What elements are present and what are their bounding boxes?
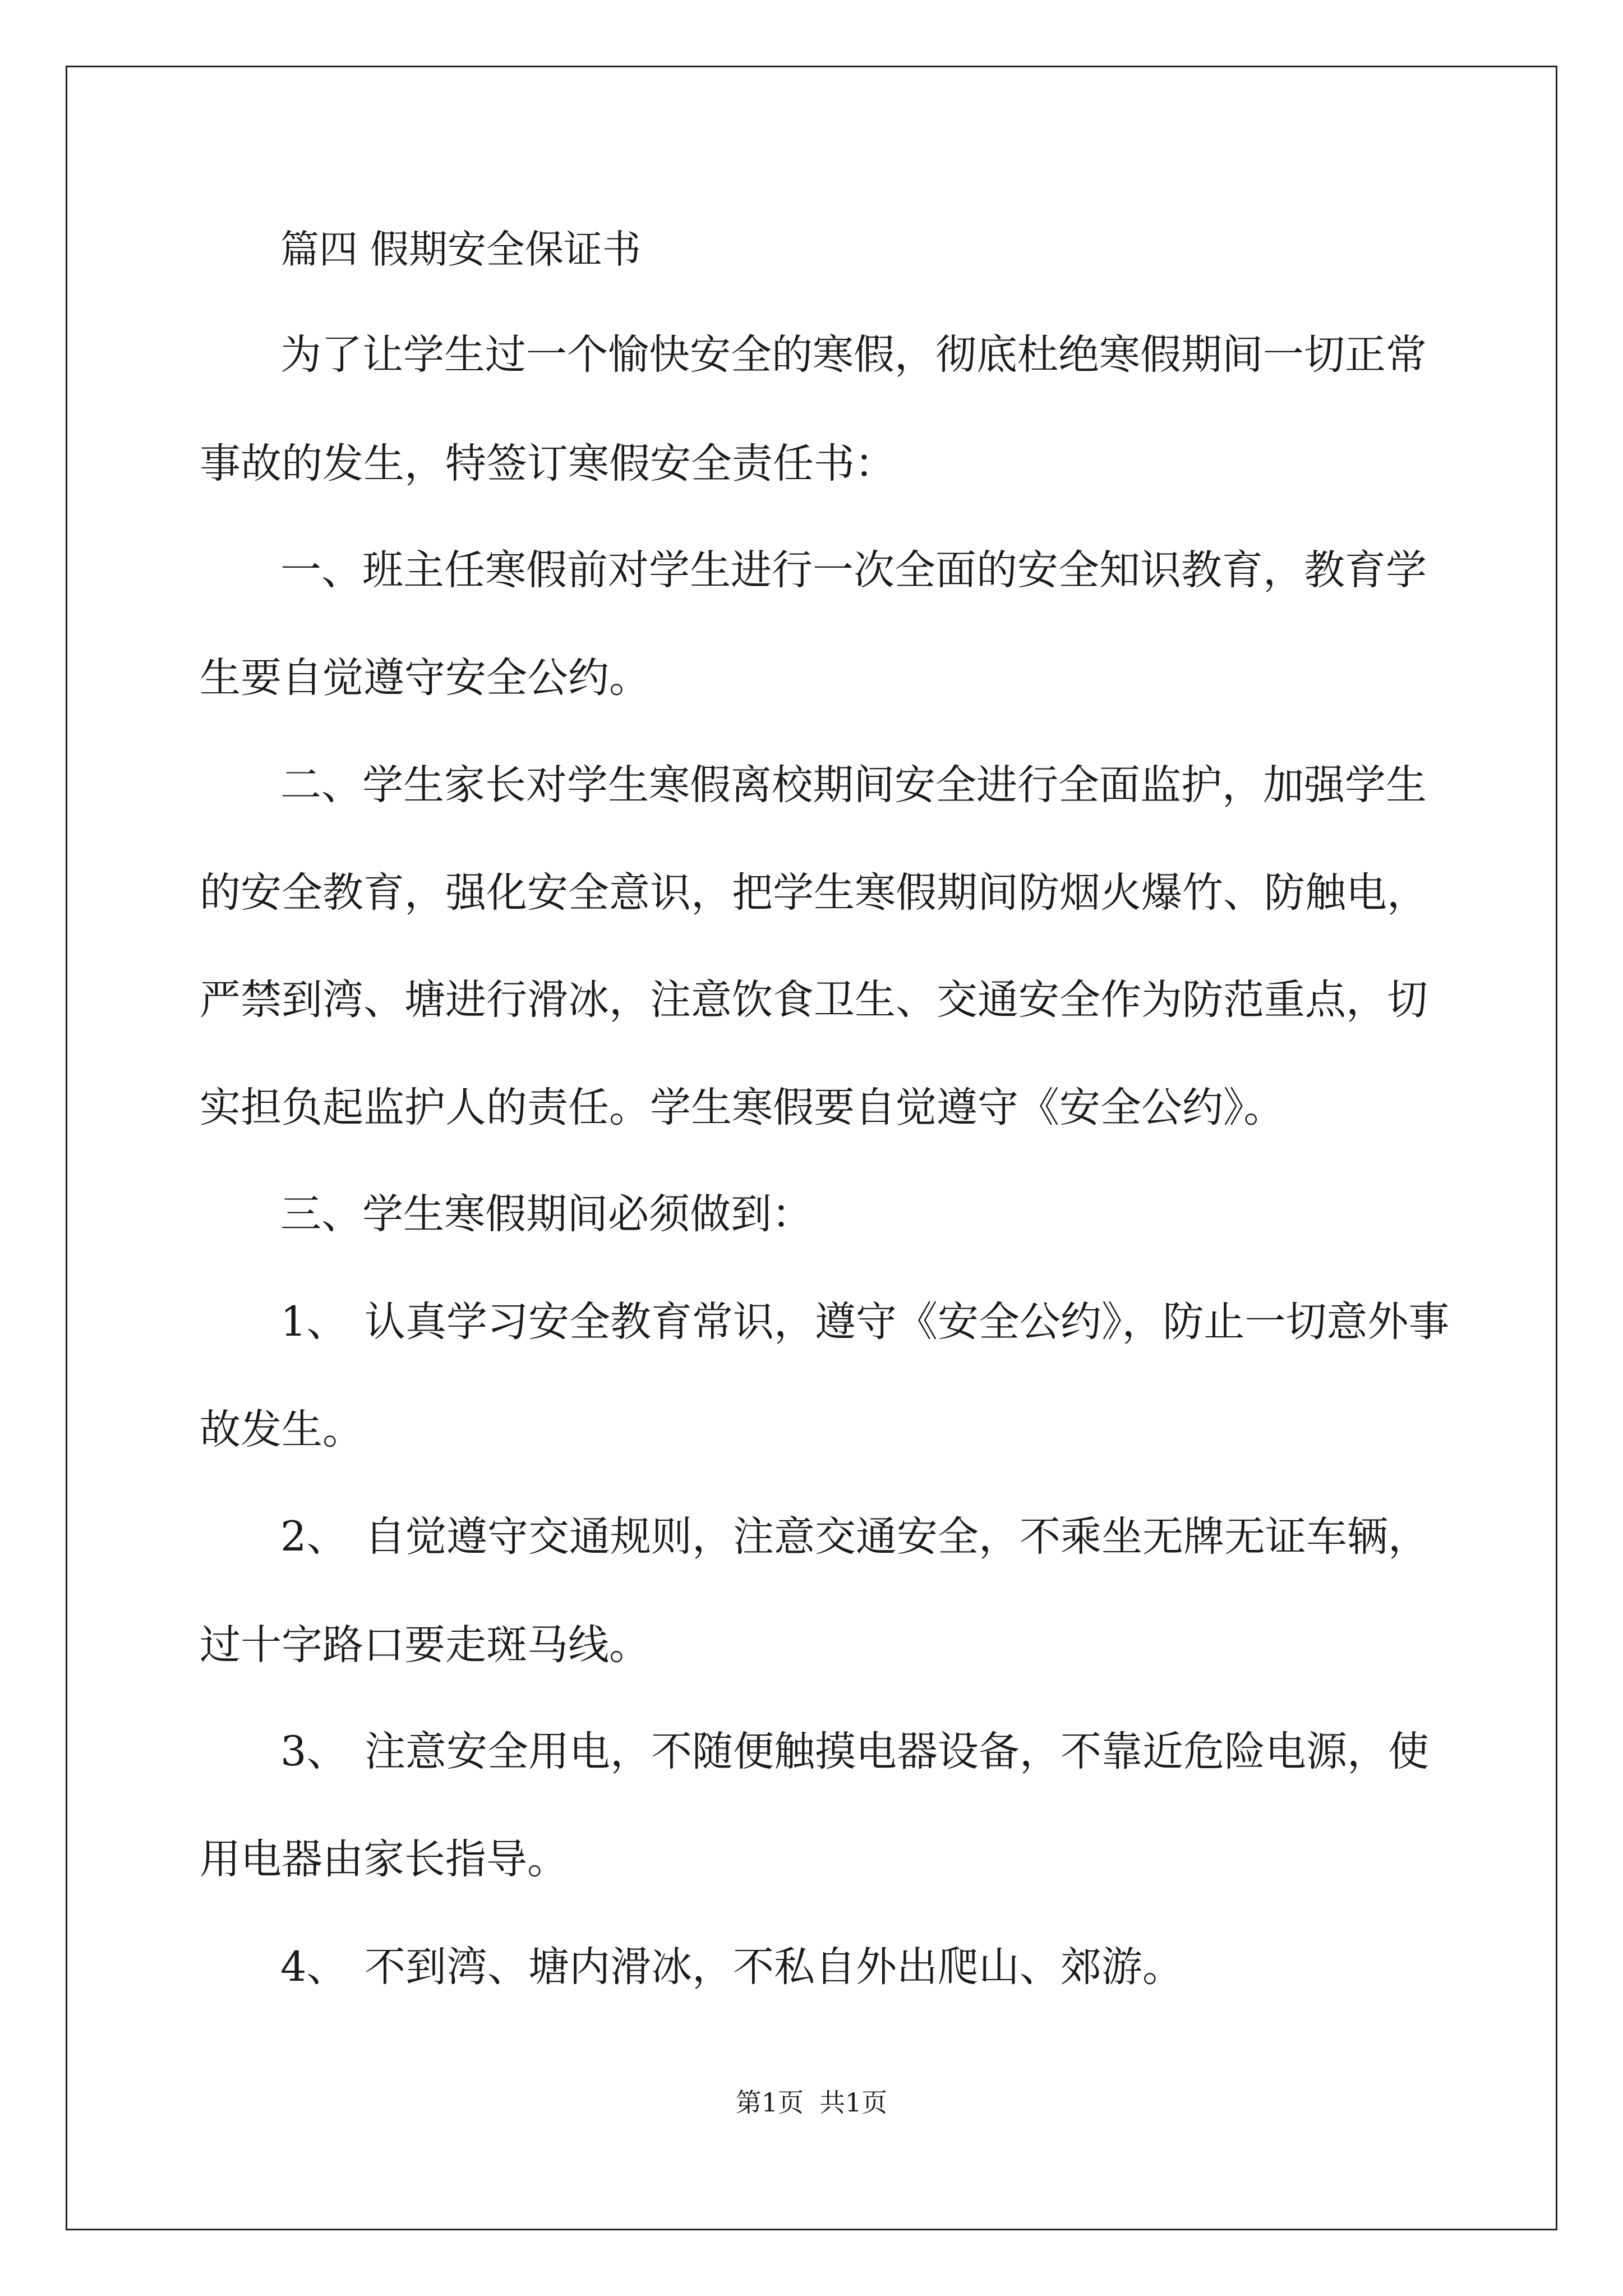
page-total: 共1页 [819,2087,888,2118]
item-1-text: 认真学习安全教育常识，遵守《安全公约》，防止一切意外事 [365,1298,1450,1346]
item-4-number: 4、 [280,1943,348,1991]
item-2-line-1 [280,1512,1429,1562]
section2-line-1: 二、学生家长对学生寒假离校期间安全进行全面监护，加强学生 [280,761,1427,809]
item-2-number: 2、 [280,1513,348,1561]
item-1-number: 1、 [280,1298,348,1346]
section3-heading: 三、学生寒假期间必须做到： [280,1190,813,1238]
item-2-line-2: 过十字路口要走斑马线。 [200,1621,650,1669]
intro-line-2: 事故的发生，特签订寒假安全责任书： [200,440,896,487]
item-1-line-2: 故发生。 [200,1406,363,1453]
item-2-text: 自觉遵守交通规则，注意交通安全，不乘坐无牌无证车辆， [365,1513,1429,1561]
page-border [66,66,1557,2230]
page-current: 第1页 [735,2087,804,2118]
intro-line-1: 为了让学生过一个愉快安全的寒假，彻底杜绝寒假期间一切正常 [280,331,1427,379]
item-1-line-1 [280,1297,1450,1347]
item-4-text: 不到湾、塘内滑冰，不私自外出爬山、郊游。 [365,1943,1183,1991]
section1-line-1: 一、班主任寒假前对学生进行一次全面的安全知识教育，教育学 [280,546,1427,594]
item-3-number: 3、 [280,1728,348,1775]
item-3-line-2: 用电器由家长指导。 [200,1835,568,1883]
item-4-line-1 [280,1942,1183,1993]
section2-line-4: 实担负起监护人的责任。学生寒假要自觉遵守《安全公约》。 [200,1084,1285,1131]
section2-line-2: 的安全教育，强化安全意识，把学生寒假期间防烟火爆竹、防触电， [200,869,1428,917]
item-3-line-1 [280,1727,1429,1777]
item-3-text: 注意安全用电，不随便触摸电器设备，不靠近危险电源，使 [365,1728,1429,1775]
section2-line-3: 严禁到湾、塘进行滑冰，注意饮食卫生、交通安全作为防范重点，切 [200,976,1428,1024]
document-title: 篇四 假期安全保证书 [280,227,641,272]
section1-line-2: 生要自觉遵守安全公约。 [200,654,650,702]
page-footer [0,2086,1623,2119]
